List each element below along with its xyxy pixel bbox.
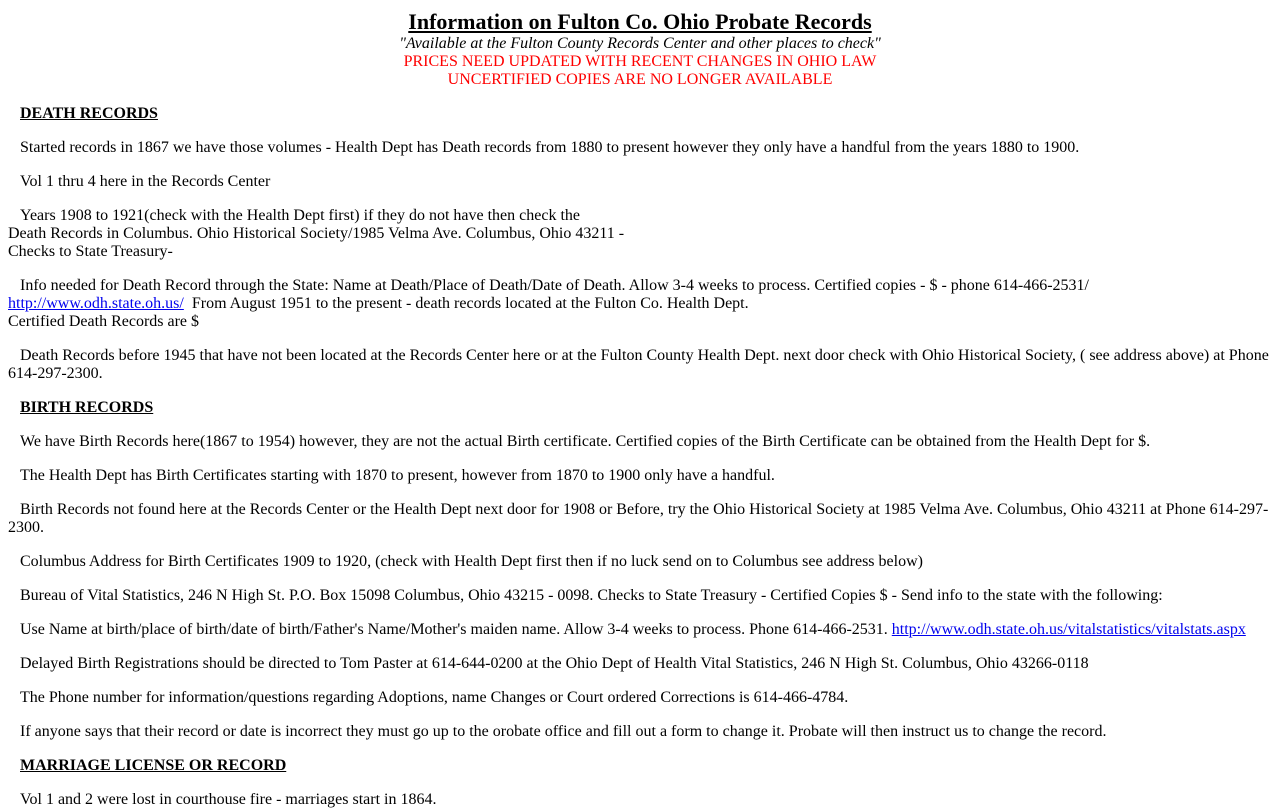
paragraph: Vol 1 and 2 were lost in courthouse fire - marriages start in 1864. [20, 791, 437, 808]
paragraph [8, 277, 1272, 331]
text: Death Records before 1945 that have not been located at the Records Center here or at the Fulton County Health Dept. next door check with Ohio Historical Society, ( see address above) at Phone 614-297-2300. [8, 347, 1269, 382]
paragraph: The Health Dept has Birth Certificates starting with 1870 to present, however from 1870 to 1900 only have a handful. [20, 467, 775, 484]
price-notice: PRICES NEED UPDATED WITH RECENT CHANGES IN OHIO LAW [403, 53, 877, 70]
paragraph: Started records in 1867 we have those volumes - Health Dept has Death records from 1880 to present however they only have a handful from the years 1880 to 1900. [20, 139, 1080, 156]
text: Years 1908 to 1921(check with the Health Dept first) if they do not have then check the [20, 207, 580, 224]
paragraph [8, 207, 1272, 261]
vital-stats-link[interactable]: http://www.odh.state.oh.us/vitalstatistics/vitalstats.aspx [891, 621, 1246, 638]
subtitle: "Available at the Fulton County Records Center and other places to check" [399, 35, 881, 52]
paragraph [8, 621, 1272, 639]
marriage-records-heading: MARRIAGE LICENSE OR RECORD [20, 757, 287, 774]
paragraph: Vol 1 thru 4 here in the Records Center [20, 173, 271, 190]
paragraph: The Phone number for information/questions regarding Adoptions, name Changes or Court ordered Corrections is 614-466-4784. [20, 689, 849, 706]
text: Death Records in Columbus. Ohio Historical Society/1985 Velma Ave. Columbus, Ohio 43211 - [8, 225, 625, 242]
page-header [8, 9, 1272, 89]
birth-records-heading: BIRTH RECORDS [20, 399, 154, 416]
text: Birth Records not found here at the Records Center or the Health Dept next door for 1908 or Before, try the Ohio Historical Society at 1985 Velma Ave. Columbus, Ohio 43211 at Phone 614-297-2300. [8, 501, 1269, 536]
paragraph: Delayed Birth Registrations should be directed to Tom Paster at 614-644-0200 at the Ohio Dept of Health Vital Statistics, 246 N High St. Columbus, Ohio 43266-0118 [20, 655, 1089, 672]
death-records-heading: DEATH RECORDS [20, 105, 158, 122]
paragraph: Columbus Address for Birth Certificates 1909 to 1920, (check with Health Dept first then if no luck send on to Columbus see address below) [20, 553, 923, 570]
paragraph [8, 501, 1272, 537]
text: Checks to State Treasury- [8, 243, 173, 260]
paragraph: If anyone says that their record or date is incorrect they must go up to the orobate office and fill out a form to change it. Probate will then instruct us to change the record. [20, 723, 1107, 740]
odh-link[interactable]: http://www.odh.state.oh.us/ [8, 295, 184, 312]
text: Use Name at birth/place of birth/date of birth/Father's Name/Mother's maiden name. Allow 3-4 weeks to process. Phone 614-466-2531. [20, 621, 892, 638]
paragraph: Bureau of Vital Statistics, 246 N High St. P.O. Box 15098 Columbus, Ohio 43215 - 0098. Checks to State Treasury - Certified Copies $ - Send info to the state with the following: [20, 587, 1163, 604]
text: Info needed for Death Record through the State: Name at Death/Place of Death/Date of Death. Allow 3-4 weeks to process. Certified copies - $ - phone 614-466-2531/ [20, 277, 1089, 294]
paragraph [8, 347, 1272, 383]
text: Certified Death Records are $ [8, 313, 200, 330]
text: From August 1951 to the present - death records located at the Fulton Co. Health Dept. [183, 295, 749, 312]
uncertified-notice: UNCERTIFIED COPIES ARE NO LONGER AVAILABLE [447, 71, 833, 88]
paragraph: We have Birth Records here(1867 to 1954) however, they are not the actual Birth certificate. Certified copies of the Birth Certificate can be obtained from the Health Dept for $. [20, 433, 1151, 450]
page-title: Information on Fulton Co. Ohio Probate Records [408, 9, 872, 34]
